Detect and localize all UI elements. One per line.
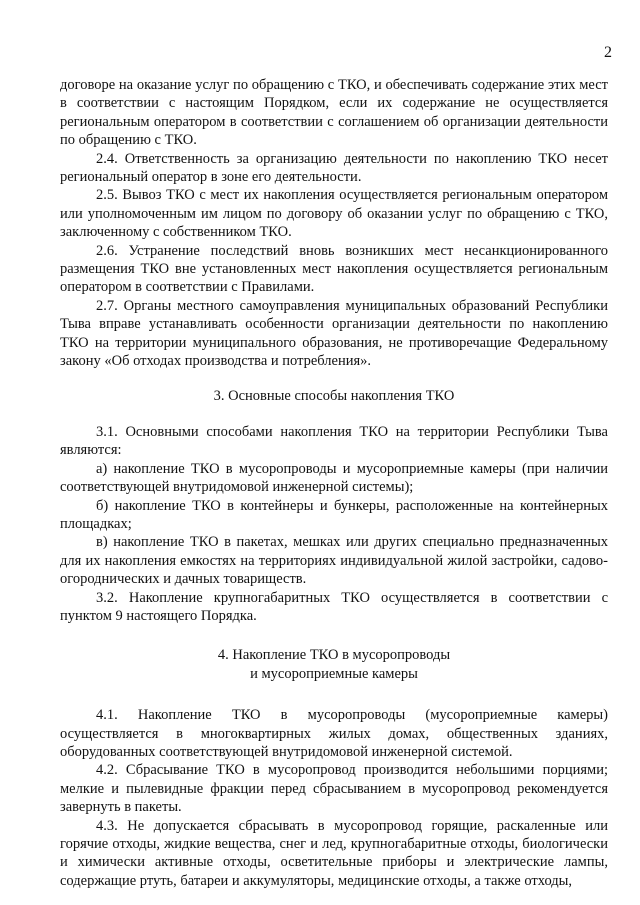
paragraph-3-1: 3.1. Основными способами накопления ТКО на территории Республики Тыва являются: bbox=[60, 423, 608, 459]
paragraph-2-4: 2.4. Ответственность за организацию деятельности по накоплению ТКО несет региональный оператор в зоне его деятельности. bbox=[60, 150, 608, 186]
paragraph-3-1-c: в) накопление ТКО в пакетах, мешках или других специально предназначенных для их накопления емкостях на территориях индивидуальной жилой застройки, садово-огороднических и дачных товариществ. bbox=[60, 534, 608, 588]
paragraph-4-2: 4.2. Сбрасывание ТКО в мусоропровод производится небольшими порциями; мелкие и пылевидные фракции перед сбрасыванием в мусоропровод рекомендуется завернуть в пакеты. bbox=[60, 762, 608, 816]
paragraph-2-5: 2.5. Вывоз ТКО с мест их накопления осуществляется региональным оператором или уполномоченным им лицом по договору об оказании услуг по обращению с ТКО, заключенному с собственником ТКО. bbox=[60, 187, 608, 241]
document-body bbox=[60, 76, 608, 890]
paragraph-2-6: 2.6. Устранение последствий вновь возникших мест несанкционированного размещения ТКО вне установленных мест накопления осуществляется региональным оператором в соответствии с Правилами. bbox=[60, 242, 608, 296]
section-4-heading bbox=[60, 646, 608, 683]
section-3-heading: 3. Основные способы накопления ТКО bbox=[213, 387, 455, 404]
paragraph-3-1-a: а) накопление ТКО в мусоропроводы и мусороприемные камеры (при наличии соответствующей внутридомовой инженерной системы); bbox=[60, 460, 608, 496]
paragraph-4-3: 4.3. Не допускается сбрасывать в мусоропровод горящие, раскаленные или горячие отходы, жидкие вещества, снег и лед, крупногабаритные отходы, биологически и химически активные отходы, осветительные приборы и электрические лампы, содержащие ртуть, батареи и аккумуляторы, медицинские отходы, а также отходы, bbox=[60, 817, 608, 889]
page-number: 2 bbox=[604, 44, 612, 61]
section-4-heading-line-1: 4. Накопление ТКО в мусоропроводы bbox=[217, 647, 451, 664]
section-4-heading-line-2: и мусороприемные камеры bbox=[250, 665, 418, 682]
paragraph-3-2: 3.2. Накопление крупногабаритных ТКО осуществляется в соответствии с пунктом 9 настоящего Порядка. bbox=[60, 589, 608, 624]
paragraph-continuation: договоре на оказание услуг по обращению с ТКО, и обеспечивать содержание этих мест в соответствии с настоящим Порядком, если их содержание не осуществляется региональным оператором в соответствии с соглашением об организации деятельности по обращению с ТКО. bbox=[60, 77, 608, 149]
paragraph-3-1-b: б) накопление ТКО в контейнеры и бункеры, расположенные на контейнерных площадках; bbox=[60, 497, 608, 532]
paragraph-4-1: 4.1. Накопление ТКО в мусоропроводы (мусороприемные камеры) осуществляется в многоквартирных жилых домах, общественных зданиях, оборудованных соответствующей внутридомовой инженерной системой. bbox=[60, 707, 608, 760]
paragraph-2-7: 2.7. Органы местного самоуправления муниципальных образований Республики Тыва вправе устанавливать особенности организации деятельности по накоплению ТКО на территории муниципального образования, не противоречащие Федеральному закону «Об отходах производства и потребления». bbox=[60, 297, 608, 370]
